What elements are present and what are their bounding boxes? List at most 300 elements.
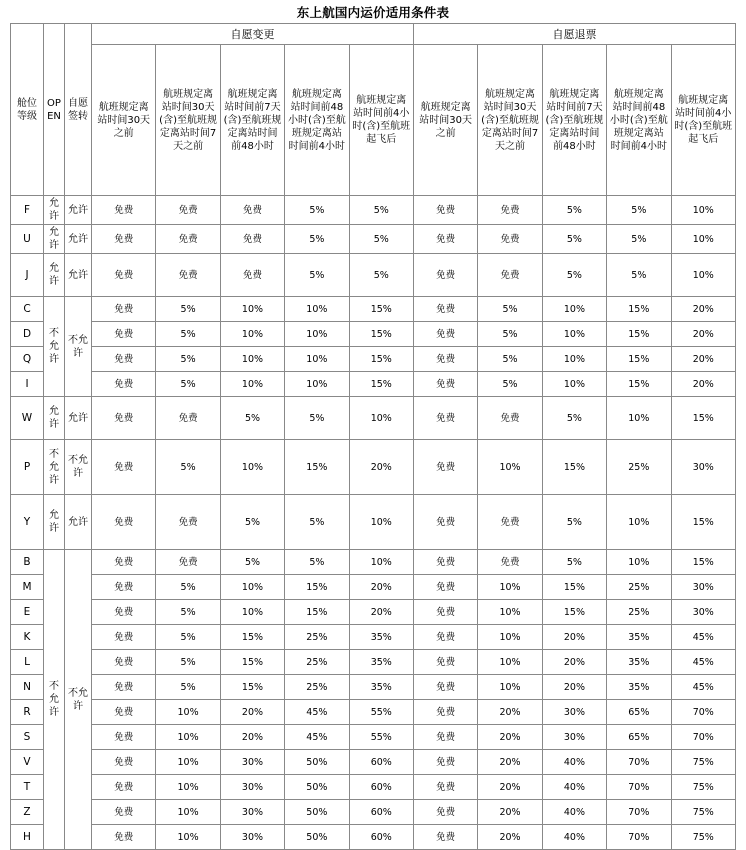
table-row xyxy=(11,750,736,775)
fee-cell: 免费 xyxy=(92,825,156,850)
fee-cell: 10% xyxy=(349,550,413,575)
fee-cell: 5% xyxy=(156,575,220,600)
open-cell: 允许 xyxy=(44,397,65,440)
cabin-class-cell: T xyxy=(11,775,44,800)
fee-cell: 免费 xyxy=(478,550,542,575)
group-header-change: 自愿变更 xyxy=(92,24,414,45)
cabin-class-cell: K xyxy=(11,625,44,650)
fee-cell: 免费 xyxy=(92,347,156,372)
fee-cell: 免费 xyxy=(92,775,156,800)
fee-cell: 70% xyxy=(607,775,671,800)
fee-cell: 免费 xyxy=(220,225,284,254)
cabin-class-cell: H xyxy=(11,825,44,850)
fee-cell: 10% xyxy=(220,347,284,372)
fee-cell: 20% xyxy=(220,725,284,750)
fee-cell: 10% xyxy=(671,225,735,254)
fee-cell: 10% xyxy=(156,725,220,750)
fee-cell: 75% xyxy=(671,800,735,825)
fee-cell: 15% xyxy=(220,675,284,700)
column-header-8: 航班规定离站时间前48小时(含)至航班规定离站时间前4小时 xyxy=(607,45,671,196)
fee-cell: 20% xyxy=(349,575,413,600)
fee-cell: 10% xyxy=(220,297,284,322)
fee-cell: 45% xyxy=(671,625,735,650)
fee-cell: 5% xyxy=(607,196,671,225)
fee-cell: 免费 xyxy=(413,397,477,440)
fee-cell: 10% xyxy=(478,575,542,600)
table-row xyxy=(11,575,736,600)
fee-cell: 10% xyxy=(607,397,671,440)
open-cell: 允许 xyxy=(44,254,65,297)
fee-cell: 5% xyxy=(285,550,349,575)
open-cell: 不允许 xyxy=(44,550,65,850)
cabin-class-cell: P xyxy=(11,440,44,495)
table-row xyxy=(11,825,736,850)
fee-cell: 10% xyxy=(478,440,542,495)
fee-cell: 40% xyxy=(542,775,606,800)
fee-cell: 20% xyxy=(478,750,542,775)
fee-cell: 35% xyxy=(349,650,413,675)
fee-cell: 免费 xyxy=(478,254,542,297)
fee-cell: 免费 xyxy=(413,225,477,254)
fee-cell: 免费 xyxy=(413,650,477,675)
fee-cell: 15% xyxy=(349,297,413,322)
table-header xyxy=(11,24,736,196)
cabin-class-cell: D xyxy=(11,322,44,347)
column-header-row xyxy=(11,45,736,196)
fee-cell: 30% xyxy=(220,800,284,825)
endorse-cell: 不允许 xyxy=(65,440,92,495)
fee-cell: 45% xyxy=(285,700,349,725)
fee-cell: 30% xyxy=(220,750,284,775)
table-body xyxy=(11,196,736,850)
table-row xyxy=(11,775,736,800)
fee-cell: 5% xyxy=(285,495,349,550)
fee-cell: 15% xyxy=(285,575,349,600)
endorse-cell: 允许 xyxy=(65,397,92,440)
fee-cell: 15% xyxy=(607,372,671,397)
fee-cell: 免费 xyxy=(92,800,156,825)
fee-cell: 10% xyxy=(542,347,606,372)
fee-cell: 5% xyxy=(220,397,284,440)
table-row xyxy=(11,700,736,725)
fee-cell: 免费 xyxy=(92,550,156,575)
fare-conditions-table xyxy=(10,23,736,850)
fee-cell: 70% xyxy=(671,725,735,750)
fee-cell: 免费 xyxy=(92,725,156,750)
fee-cell: 免费 xyxy=(413,322,477,347)
fee-cell: 5% xyxy=(478,347,542,372)
fee-cell: 40% xyxy=(542,800,606,825)
cabin-class-cell: L xyxy=(11,650,44,675)
table-row xyxy=(11,550,736,575)
fee-cell: 10% xyxy=(220,575,284,600)
fee-cell: 免费 xyxy=(413,825,477,850)
fee-cell: 15% xyxy=(349,372,413,397)
fee-cell: 20% xyxy=(478,775,542,800)
fee-cell: 10% xyxy=(220,440,284,495)
fee-cell: 30% xyxy=(220,825,284,850)
column-header-5: 航班规定离站时间30天之前 xyxy=(413,45,477,196)
fee-cell: 30% xyxy=(220,775,284,800)
fee-cell: 5% xyxy=(542,196,606,225)
fee-cell: 40% xyxy=(542,825,606,850)
fee-cell: 20% xyxy=(478,825,542,850)
fee-cell: 5% xyxy=(285,254,349,297)
fee-cell: 60% xyxy=(349,825,413,850)
fee-cell: 20% xyxy=(349,440,413,495)
fee-cell: 20% xyxy=(671,372,735,397)
fee-cell: 65% xyxy=(607,700,671,725)
fee-cell: 10% xyxy=(220,372,284,397)
fee-cell: 免费 xyxy=(413,196,477,225)
table-row xyxy=(11,625,736,650)
fee-cell: 20% xyxy=(478,700,542,725)
fee-cell: 50% xyxy=(285,750,349,775)
fee-cell: 免费 xyxy=(413,625,477,650)
fee-cell: 15% xyxy=(671,397,735,440)
fee-cell: 免费 xyxy=(413,495,477,550)
table-row xyxy=(11,297,736,322)
fee-cell: 10% xyxy=(156,750,220,775)
column-header-9: 航班规定离站时间前4小时(含)至航班起飞后 xyxy=(671,45,735,196)
column-header-0: 航班规定离站时间30天之前 xyxy=(92,45,156,196)
fee-cell: 20% xyxy=(542,650,606,675)
fee-cell: 10% xyxy=(607,550,671,575)
page-title: 东上航国内运价适用条件表 xyxy=(296,5,450,20)
fee-cell: 60% xyxy=(349,750,413,775)
fee-cell: 70% xyxy=(671,700,735,725)
column-header-2: 航班规定离站时间前7天(含)至航班规定离站时间前48小时 xyxy=(220,45,284,196)
fee-cell: 10% xyxy=(285,322,349,347)
endorse-cell: 不允许 xyxy=(65,550,92,850)
fee-cell: 免费 xyxy=(92,322,156,347)
fee-cell: 15% xyxy=(220,650,284,675)
fee-cell: 45% xyxy=(285,725,349,750)
fee-cell: 20% xyxy=(220,700,284,725)
open-cell: 不允许 xyxy=(44,440,65,495)
fee-cell: 65% xyxy=(607,725,671,750)
fee-cell: 免费 xyxy=(413,775,477,800)
fee-cell: 免费 xyxy=(92,225,156,254)
fee-cell: 5% xyxy=(220,495,284,550)
table-row xyxy=(11,725,736,750)
fee-cell: 免费 xyxy=(92,440,156,495)
open-cell: 允许 xyxy=(44,495,65,550)
fee-cell: 25% xyxy=(285,675,349,700)
fee-cell: 免费 xyxy=(413,372,477,397)
cabin-class-cell: J xyxy=(11,254,44,297)
fee-cell: 10% xyxy=(478,675,542,700)
fee-cell: 20% xyxy=(542,625,606,650)
fee-cell: 5% xyxy=(156,347,220,372)
fee-cell: 15% xyxy=(349,322,413,347)
fee-cell: 免费 xyxy=(92,254,156,297)
fee-cell: 免费 xyxy=(156,254,220,297)
fee-cell: 60% xyxy=(349,775,413,800)
fee-cell: 5% xyxy=(542,254,606,297)
fee-cell: 25% xyxy=(607,600,671,625)
table-row xyxy=(11,397,736,440)
fee-cell: 30% xyxy=(542,725,606,750)
endorse-cell: 允许 xyxy=(65,254,92,297)
fee-cell: 5% xyxy=(220,550,284,575)
fee-cell: 免费 xyxy=(156,397,220,440)
fee-cell: 免费 xyxy=(92,575,156,600)
fee-cell: 30% xyxy=(671,575,735,600)
cabin-class-cell: B xyxy=(11,550,44,575)
fee-cell: 免费 xyxy=(92,650,156,675)
fee-cell: 70% xyxy=(607,825,671,850)
fee-cell: 10% xyxy=(671,196,735,225)
fee-cell: 免费 xyxy=(156,225,220,254)
fee-cell: 5% xyxy=(156,372,220,397)
endorse-cell: 允许 xyxy=(65,225,92,254)
fee-cell: 50% xyxy=(285,775,349,800)
column-header-6: 航班规定离站时间30天(含)至航班规定离站时间7天之前 xyxy=(478,45,542,196)
table-row xyxy=(11,495,736,550)
fee-cell: 免费 xyxy=(156,550,220,575)
fee-cell: 55% xyxy=(349,700,413,725)
fee-cell: 35% xyxy=(607,625,671,650)
fee-cell: 免费 xyxy=(92,600,156,625)
fee-cell: 15% xyxy=(542,600,606,625)
fee-cell: 10% xyxy=(542,297,606,322)
fee-cell: 10% xyxy=(542,372,606,397)
fee-cell: 免费 xyxy=(413,700,477,725)
fee-cell: 15% xyxy=(671,495,735,550)
fee-cell: 免费 xyxy=(92,372,156,397)
fee-cell: 15% xyxy=(671,550,735,575)
fee-cell: 30% xyxy=(671,600,735,625)
fee-cell: 免费 xyxy=(92,196,156,225)
fee-cell: 40% xyxy=(542,750,606,775)
fee-cell: 10% xyxy=(478,650,542,675)
fee-cell: 免费 xyxy=(413,297,477,322)
cabin-class-cell: I xyxy=(11,372,44,397)
header-open: OPEN xyxy=(44,24,65,196)
fee-cell: 5% xyxy=(285,196,349,225)
group-header-refund: 自愿退票 xyxy=(413,24,735,45)
cabin-class-cell: U xyxy=(11,225,44,254)
fee-cell: 5% xyxy=(156,650,220,675)
fee-cell: 10% xyxy=(349,495,413,550)
fee-cell: 15% xyxy=(542,440,606,495)
fee-cell: 15% xyxy=(607,322,671,347)
fee-cell: 5% xyxy=(349,225,413,254)
table-row xyxy=(11,322,736,347)
fee-cell: 5% xyxy=(607,254,671,297)
table-row xyxy=(11,800,736,825)
fee-cell: 10% xyxy=(478,600,542,625)
cabin-class-cell: F xyxy=(11,196,44,225)
open-cell: 允许 xyxy=(44,225,65,254)
fee-cell: 10% xyxy=(156,825,220,850)
fee-cell: 45% xyxy=(671,650,735,675)
table-row xyxy=(11,600,736,625)
fee-cell: 5% xyxy=(285,397,349,440)
fee-cell: 免费 xyxy=(413,575,477,600)
cabin-class-cell: Y xyxy=(11,495,44,550)
cabin-class-cell: Z xyxy=(11,800,44,825)
fee-cell: 5% xyxy=(542,397,606,440)
fee-cell: 免费 xyxy=(156,495,220,550)
fee-cell: 25% xyxy=(285,625,349,650)
table-row xyxy=(11,675,736,700)
table-row xyxy=(11,254,736,297)
fee-cell: 免费 xyxy=(92,675,156,700)
fee-cell: 免费 xyxy=(220,196,284,225)
fee-cell: 免费 xyxy=(413,750,477,775)
fee-cell: 10% xyxy=(156,800,220,825)
fee-cell: 免费 xyxy=(92,495,156,550)
cabin-class-cell: W xyxy=(11,397,44,440)
fee-cell: 免费 xyxy=(478,397,542,440)
fee-cell: 35% xyxy=(607,650,671,675)
fee-cell: 30% xyxy=(542,700,606,725)
fee-cell: 35% xyxy=(607,675,671,700)
fee-cell: 15% xyxy=(285,600,349,625)
fee-cell: 15% xyxy=(220,625,284,650)
fee-cell: 20% xyxy=(671,347,735,372)
fee-cell: 15% xyxy=(607,297,671,322)
table-row xyxy=(11,650,736,675)
cabin-class-cell: R xyxy=(11,700,44,725)
fee-cell: 10% xyxy=(671,254,735,297)
fee-cell: 免费 xyxy=(92,750,156,775)
cabin-class-cell: Q xyxy=(11,347,44,372)
fee-cell: 25% xyxy=(607,575,671,600)
endorse-cell: 允许 xyxy=(65,495,92,550)
fee-cell: 15% xyxy=(542,575,606,600)
fee-cell: 免费 xyxy=(478,495,542,550)
fee-cell: 5% xyxy=(542,225,606,254)
table-row xyxy=(11,372,736,397)
fee-cell: 5% xyxy=(478,297,542,322)
group-header-row xyxy=(11,24,736,45)
fee-cell: 5% xyxy=(156,600,220,625)
fee-cell: 免费 xyxy=(156,196,220,225)
fee-cell: 免费 xyxy=(413,254,477,297)
column-header-7: 航班规定离站时间前7天(含)至航班规定离站时间前48小时 xyxy=(542,45,606,196)
fee-cell: 10% xyxy=(285,372,349,397)
header-cabin-class: 舱位等级 xyxy=(11,24,44,196)
fee-cell: 免费 xyxy=(478,196,542,225)
fee-cell: 5% xyxy=(478,372,542,397)
fee-cell: 75% xyxy=(671,750,735,775)
fee-cell: 50% xyxy=(285,800,349,825)
cabin-class-cell: M xyxy=(11,575,44,600)
fee-cell: 55% xyxy=(349,725,413,750)
fee-cell: 10% xyxy=(607,495,671,550)
fee-cell: 10% xyxy=(156,775,220,800)
column-header-4: 航班规定离站时间前4小时(含)至航班起飞后 xyxy=(349,45,413,196)
fee-cell: 10% xyxy=(220,322,284,347)
open-cell: 允许 xyxy=(44,196,65,225)
fee-cell: 35% xyxy=(349,675,413,700)
fee-cell: 30% xyxy=(671,440,735,495)
fee-cell: 5% xyxy=(478,322,542,347)
fee-cell: 15% xyxy=(349,347,413,372)
fee-cell: 10% xyxy=(542,322,606,347)
cabin-class-cell: S xyxy=(11,725,44,750)
fee-cell: 免费 xyxy=(413,440,477,495)
fee-cell: 75% xyxy=(671,825,735,850)
header-endorse: 自愿签转 xyxy=(65,24,92,196)
fee-cell: 免费 xyxy=(92,700,156,725)
fee-cell: 免费 xyxy=(413,800,477,825)
fee-cell: 免费 xyxy=(413,600,477,625)
fee-cell: 10% xyxy=(285,347,349,372)
table-row xyxy=(11,347,736,372)
fee-cell: 75% xyxy=(671,775,735,800)
fee-cell: 45% xyxy=(671,675,735,700)
fee-cell: 免费 xyxy=(478,225,542,254)
table-row xyxy=(11,196,736,225)
endorse-cell: 允许 xyxy=(65,196,92,225)
fee-cell: 25% xyxy=(607,440,671,495)
cabin-class-cell: V xyxy=(11,750,44,775)
fee-cell: 50% xyxy=(285,825,349,850)
fee-cell: 70% xyxy=(607,800,671,825)
fee-cell: 5% xyxy=(349,196,413,225)
fee-cell: 5% xyxy=(349,254,413,297)
fee-cell: 免费 xyxy=(92,625,156,650)
cabin-class-cell: N xyxy=(11,675,44,700)
fee-cell: 25% xyxy=(285,650,349,675)
fee-cell: 20% xyxy=(349,600,413,625)
fee-cell: 10% xyxy=(478,625,542,650)
fee-cell: 5% xyxy=(156,297,220,322)
fee-cell: 免费 xyxy=(413,347,477,372)
fee-cell: 5% xyxy=(156,675,220,700)
fee-cell: 15% xyxy=(285,440,349,495)
fee-cell: 10% xyxy=(156,700,220,725)
fee-cell: 5% xyxy=(156,440,220,495)
fee-cell: 5% xyxy=(542,495,606,550)
fee-cell: 70% xyxy=(607,750,671,775)
table-row xyxy=(11,440,736,495)
endorse-cell: 不允许 xyxy=(65,297,92,397)
fee-cell: 5% xyxy=(285,225,349,254)
fee-cell: 5% xyxy=(156,322,220,347)
fee-cell: 20% xyxy=(671,297,735,322)
fee-cell: 10% xyxy=(349,397,413,440)
fee-cell: 10% xyxy=(220,600,284,625)
fee-cell: 免费 xyxy=(92,397,156,440)
fee-cell: 5% xyxy=(156,625,220,650)
fee-cell: 免费 xyxy=(413,675,477,700)
fee-cell: 20% xyxy=(671,322,735,347)
fee-cell: 免费 xyxy=(220,254,284,297)
cabin-class-cell: E xyxy=(11,600,44,625)
fee-cell: 免费 xyxy=(92,297,156,322)
fee-cell: 5% xyxy=(607,225,671,254)
fee-cell: 60% xyxy=(349,800,413,825)
cabin-class-cell: C xyxy=(11,297,44,322)
fee-cell: 20% xyxy=(542,675,606,700)
fee-cell: 免费 xyxy=(413,550,477,575)
table-row xyxy=(11,225,736,254)
fee-cell: 20% xyxy=(478,800,542,825)
column-header-1: 航班规定离站时间30天(含)至航班规定离站时间7天之前 xyxy=(156,45,220,196)
fee-cell: 20% xyxy=(478,725,542,750)
fee-cell: 35% xyxy=(349,625,413,650)
open-cell: 不允许 xyxy=(44,297,65,397)
fee-cell: 5% xyxy=(542,550,606,575)
fee-cell: 10% xyxy=(285,297,349,322)
fee-cell: 免费 xyxy=(413,725,477,750)
fee-cell: 15% xyxy=(607,347,671,372)
